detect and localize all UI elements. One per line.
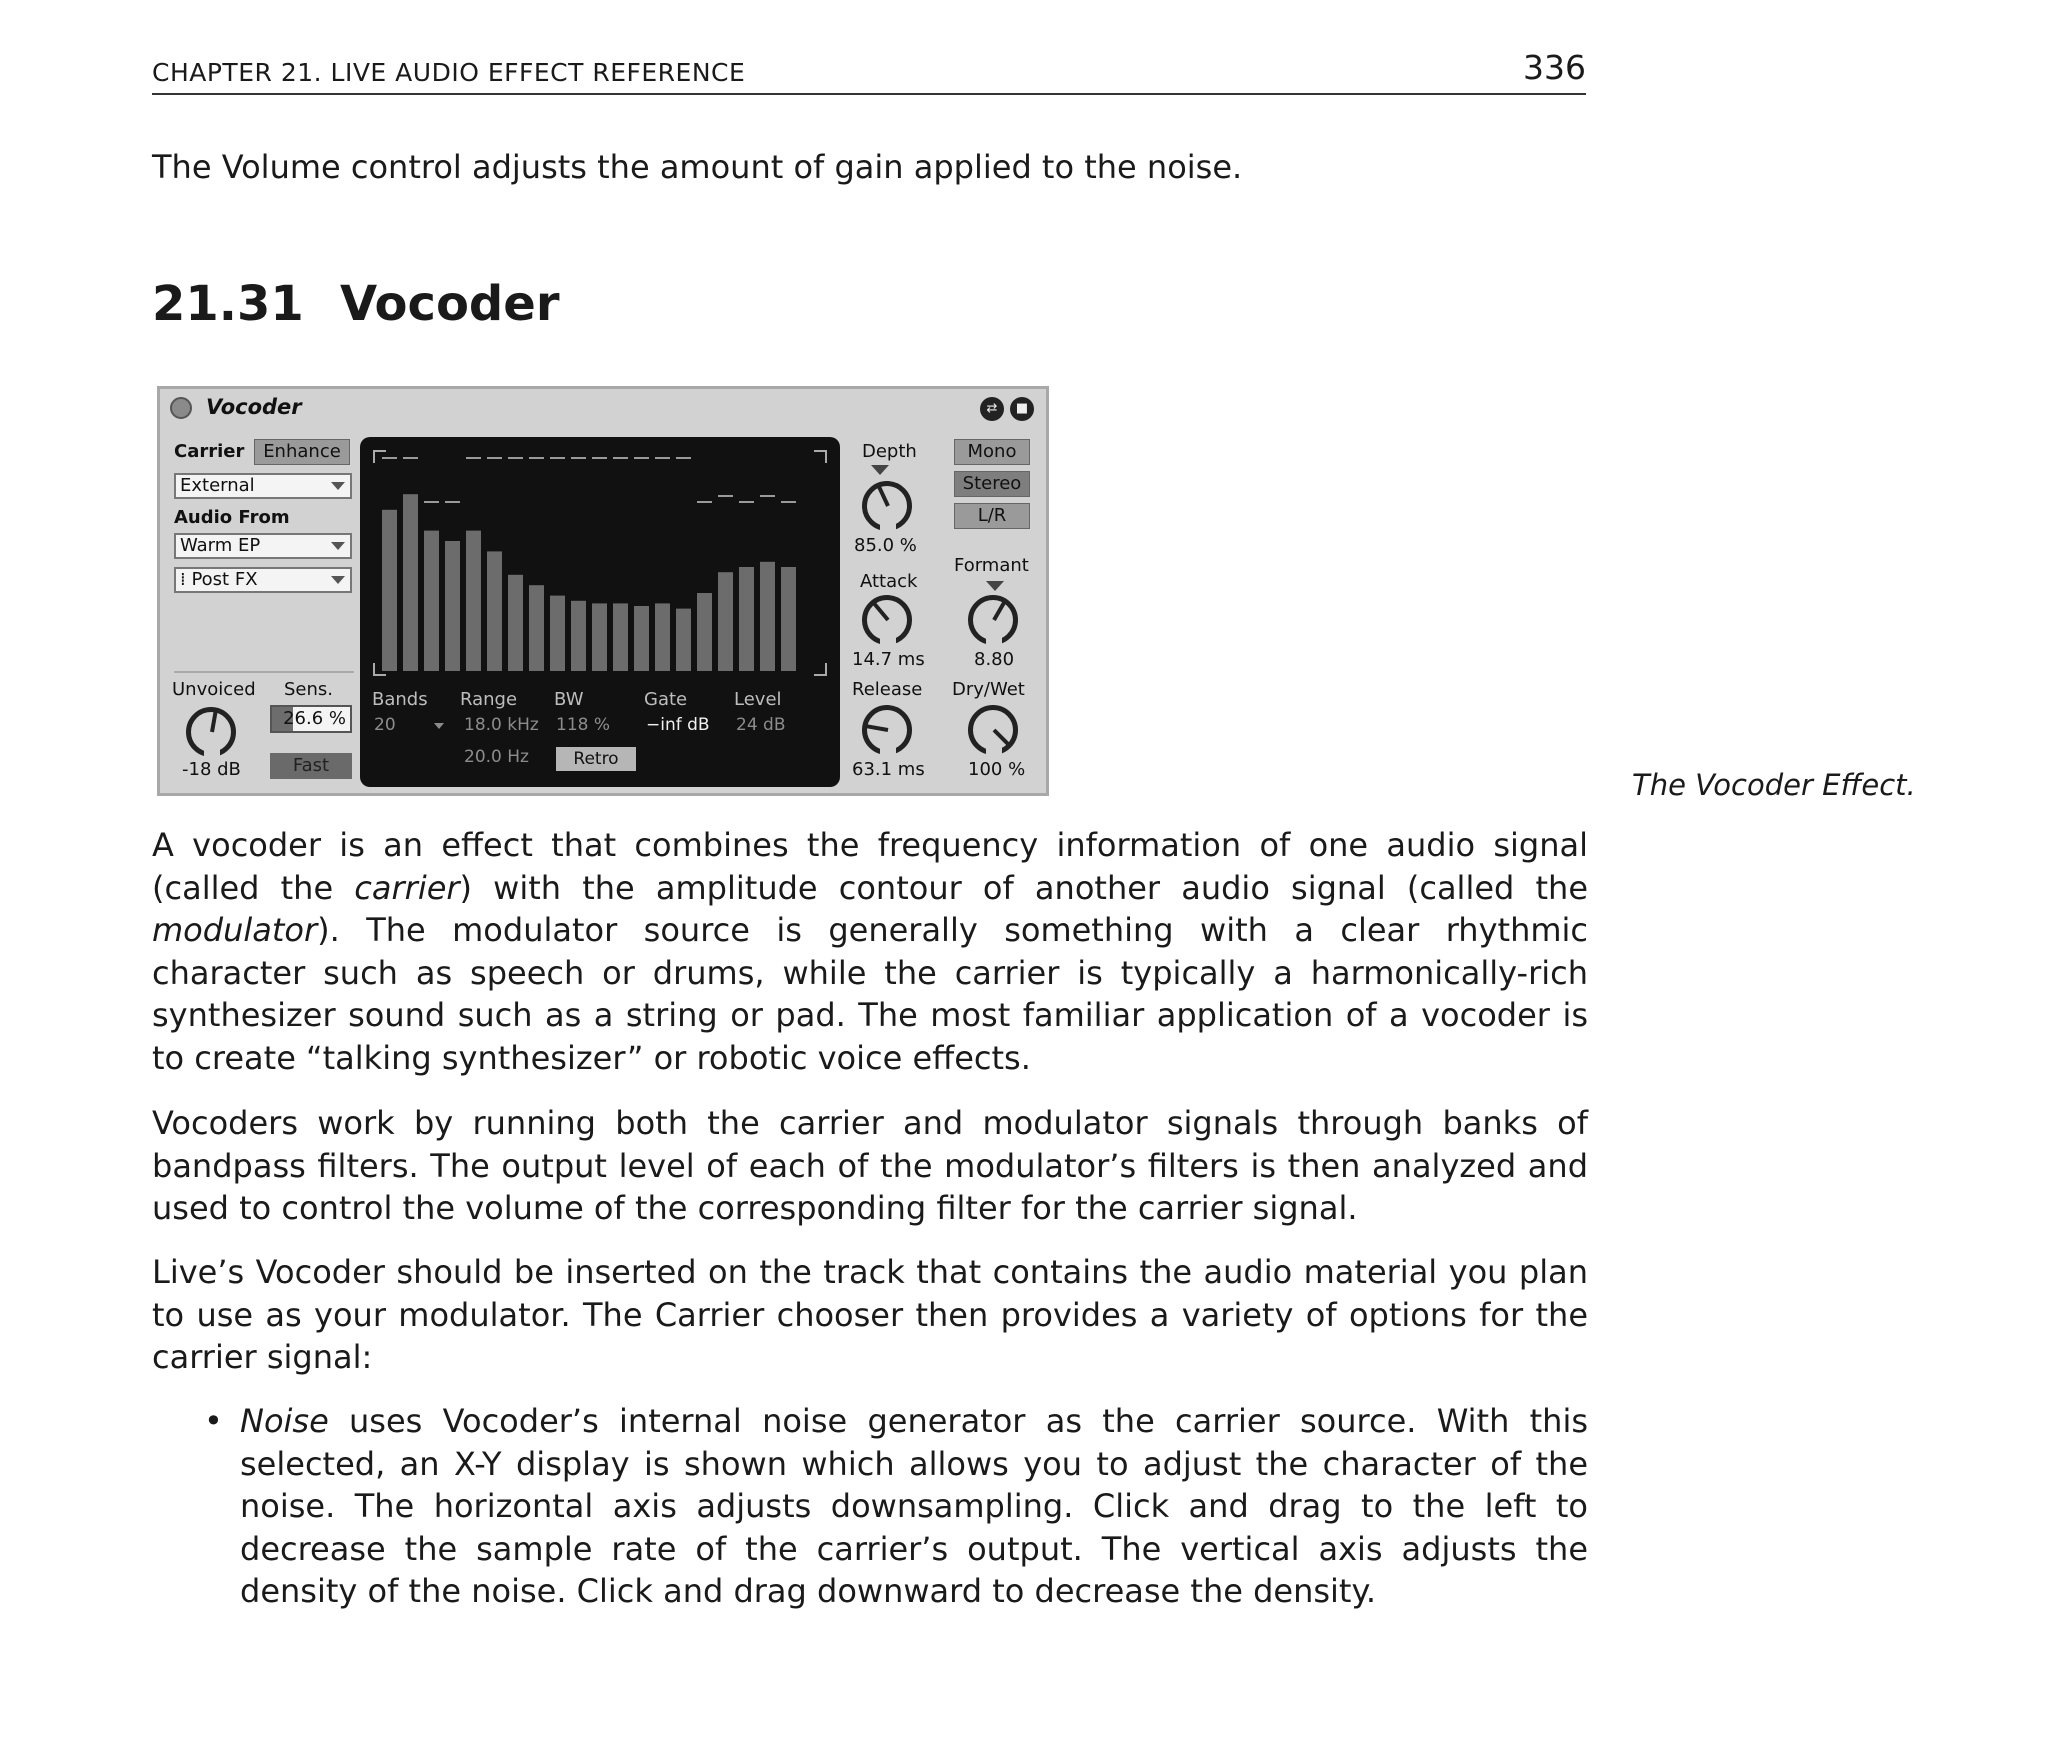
attack-label: Attack (860, 571, 918, 592)
range-label: Range (460, 689, 518, 710)
attack-value: 14.7 ms (852, 649, 925, 670)
gate-label: Gate (644, 689, 688, 710)
paragraph-vocoder-intro (152, 824, 1588, 1079)
formant-value: 8.80 (974, 649, 1015, 670)
attack-knob[interactable] (862, 595, 912, 645)
carrier-label: Carrier (174, 441, 245, 462)
band-peak-marker (613, 457, 628, 459)
band-level-bar (550, 596, 565, 671)
band-peak-marker (403, 457, 418, 459)
figure-caption: The Vocoder Effect. (1632, 768, 1916, 802)
depth-value: 85.0 % (854, 535, 917, 556)
band-level-bar (676, 609, 691, 671)
release-value: 63.1 ms (852, 759, 925, 780)
drywet-label: Dry/Wet (952, 679, 1025, 700)
audio-from-chooser[interactable] (174, 533, 352, 559)
gate-value[interactable]: −inf dB (646, 715, 710, 735)
bullet-icon: • (204, 1402, 223, 1440)
bands-label: Bands (372, 689, 428, 710)
band-peak-marker (739, 501, 754, 503)
formant-indicator-icon (986, 581, 1004, 591)
release-knob[interactable] (862, 705, 912, 755)
bands-value[interactable]: 20 (374, 715, 396, 735)
fast-button[interactable]: Fast (270, 753, 352, 779)
bullet-term: Noise (240, 1402, 329, 1440)
band-peak-marker (718, 495, 733, 497)
unvoiced-knob[interactable] (186, 707, 236, 757)
device-title: Vocoder (206, 395, 302, 419)
sens-label: Sens. (284, 679, 334, 700)
band-peak-marker (655, 457, 670, 459)
list-item-text (240, 1400, 1588, 1613)
band-peak-marker (697, 501, 712, 503)
lr-button[interactable]: L/R (954, 503, 1030, 529)
level-label: Level (734, 689, 782, 710)
bands-dropdown-icon[interactable] (434, 723, 444, 729)
band-display[interactable] (360, 437, 840, 787)
save-preset-icon[interactable]: ■ (1010, 397, 1034, 421)
unvoiced-label: Unvoiced (172, 679, 256, 700)
band-peak-marker (634, 457, 649, 459)
depth-knob[interactable] (862, 481, 912, 531)
band-peak-marker (760, 495, 775, 497)
intro-paragraph: The Volume control adjusts the amount of gain applied to the noise. (152, 148, 1243, 186)
band-peak-marker (592, 457, 607, 459)
band-level-bar (781, 567, 796, 671)
drywet-value: 100 % (968, 759, 1026, 780)
retro-button[interactable]: Retro (556, 747, 636, 771)
enhance-button[interactable]: Enhance (254, 439, 350, 465)
paragraph-how-vocoders-work: Vocoders work by running both the carrier and modulator signals through banks of bandpass filters. The output level of each of the modulator’s filters is then analyzed and used to control the volume of the corresponding filter for the carrier signal. (152, 1104, 1588, 1227)
paragraph-text: ). The modulator source is generally something with a clear rhythmic character such as speech or drums, while the carrier is typically a harmonically-rich synthesizer sound such as a string or pad. The most familiar application of a vocoder is to create “talking synthesizer” or robotic voice effects. (152, 911, 1588, 1077)
audio-from-value: Warm EP (180, 535, 261, 556)
panel-divider (174, 671, 354, 673)
band-level-bar (445, 541, 460, 671)
range-high-value[interactable]: 18.0 kHz (464, 715, 539, 735)
paragraph-text: A vocoder is an effect that combines the frequency information of one audio signal (called the (152, 826, 1588, 907)
paragraph-carrier-options: Live’s Vocoder should be inserted on the track that contains the audio material you plan to use as your modulator. The Carrier chooser then provides a variety of options for the carrier signal: (152, 1253, 1588, 1376)
band-level-bar (487, 551, 502, 671)
band-peak-marker (550, 457, 565, 459)
mono-button[interactable]: Mono (954, 439, 1030, 465)
depth-indicator-icon (871, 465, 889, 475)
level-value[interactable]: 24 dB (736, 715, 786, 735)
band-peak-marker (571, 457, 586, 459)
band-level-bar (613, 603, 628, 671)
sens-slider[interactable] (270, 705, 352, 733)
band-level-bar (634, 606, 649, 671)
band-peak-marker (529, 457, 544, 459)
band-level-bar (592, 603, 607, 671)
band-level-bar (655, 603, 670, 671)
vocoder-device-figure (157, 386, 1049, 796)
formant-label: Formant (954, 555, 1029, 576)
band-peak-marker (508, 457, 523, 459)
band-level-bar (697, 593, 712, 671)
band-level-bar (403, 494, 418, 671)
chevron-down-icon (331, 542, 345, 550)
band-peak-marker (487, 457, 502, 459)
section-heading (152, 276, 560, 332)
unvoiced-value: -18 dB (182, 759, 241, 780)
device-power-button[interactable] (170, 397, 192, 419)
page-number: 336 (1523, 48, 1586, 87)
tap-point-icon: ⁞ (180, 569, 192, 590)
chapter-title: CHAPTER 21. LIVE AUDIO EFFECT REFERENCE (152, 58, 746, 87)
band-peak-marker (676, 457, 691, 459)
bw-label: BW (554, 689, 584, 710)
band-level-bar (739, 567, 754, 671)
stereo-button[interactable]: Stereo (954, 471, 1030, 497)
range-low-value[interactable]: 20.0 Hz (464, 747, 529, 767)
band-level-bar (529, 585, 544, 671)
band-peak-marker (382, 457, 397, 459)
band-level-bar (718, 572, 733, 671)
tap-point-value: Post FX (191, 569, 258, 590)
emphasis-carrier: carrier (354, 868, 460, 907)
emphasis-modulator: modulator (152, 911, 318, 949)
band-level-bar (466, 531, 481, 671)
release-label: Release (852, 679, 923, 700)
chevron-down-icon (331, 576, 345, 584)
tap-point-chooser[interactable] (174, 567, 352, 593)
bw-value[interactable]: 118 % (556, 715, 611, 735)
section-number: 21.31 (152, 276, 304, 332)
device-title-bar (160, 389, 1046, 423)
bullet-description: uses Vocoder’s internal noise generator as the carrier source. With this selected, an X-Y display is shown which allows you to adjust the character of the noise. The horizontal axis adjusts downsampling. Click and drag to the left to decrease the sample rate of the carrier’s output. The vertical axis adjusts the density of the noise. Click and drag downward to decrease the density. (240, 1402, 1588, 1610)
list-item-noise (152, 1400, 1588, 1613)
carrier-chooser[interactable] (174, 473, 352, 499)
band-level-bar (571, 601, 586, 671)
formant-knob[interactable] (968, 595, 1018, 645)
page-header (152, 50, 1586, 95)
audio-from-label: Audio From (174, 507, 290, 528)
chevron-down-icon (331, 482, 345, 490)
paragraph-text: ) with the amplitude contour of another audio signal (called the (459, 868, 1589, 907)
band-level-bar (760, 562, 775, 671)
band-level-bar (424, 531, 439, 671)
depth-label: Depth (862, 441, 917, 462)
drywet-knob[interactable] (968, 705, 1018, 755)
hot-swap-icon[interactable]: ⇄ (980, 397, 1004, 421)
band-peak-marker (781, 501, 796, 503)
sens-value: 26.6 % (283, 708, 346, 729)
carrier-chooser-value: External (180, 475, 255, 496)
band-peak-marker (445, 501, 460, 503)
band-level-bar (382, 510, 397, 671)
section-title: Vocoder (340, 276, 560, 332)
band-level-bar (508, 575, 523, 671)
band-peak-marker (466, 457, 481, 459)
band-peak-marker (424, 501, 439, 503)
